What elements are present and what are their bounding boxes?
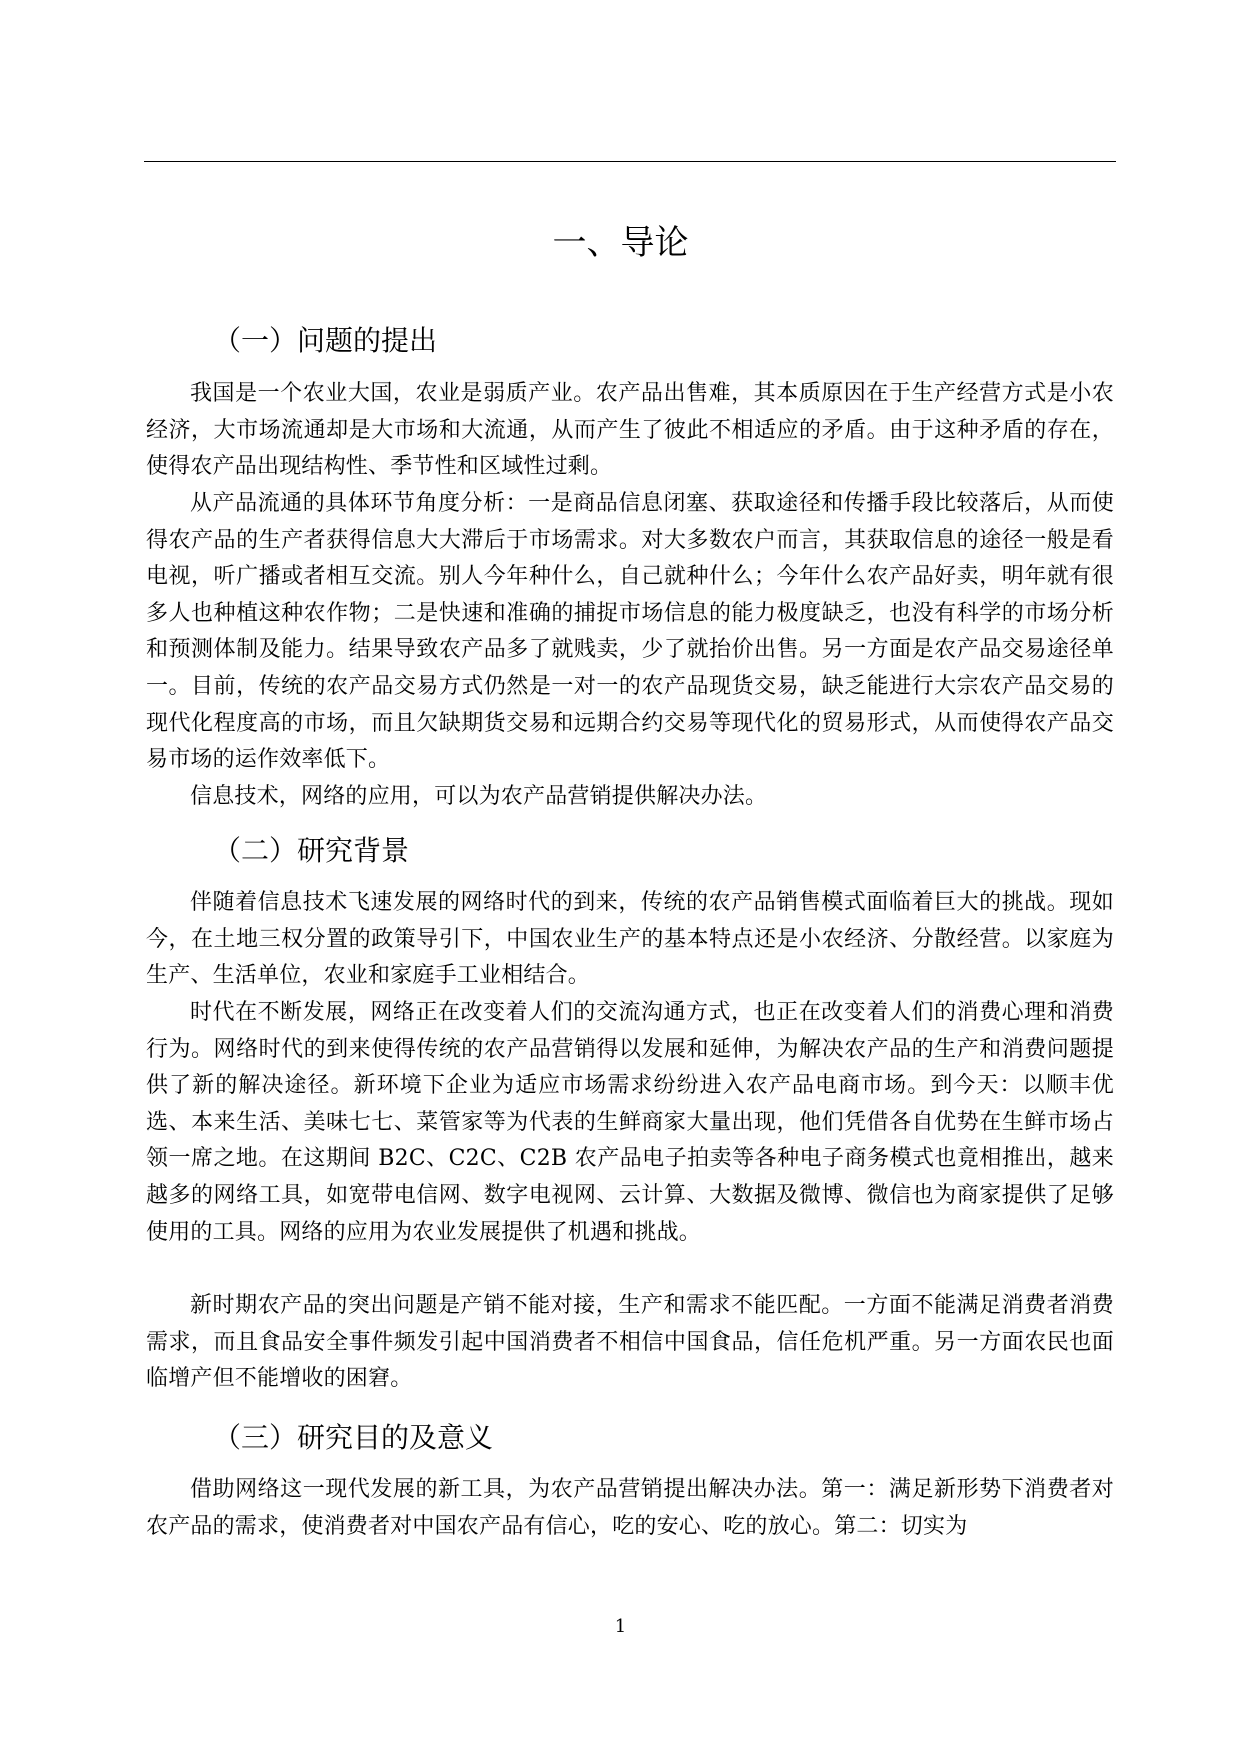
chapter-title: 一、导论 xyxy=(552,223,689,263)
section-heading-3: （三）研究目的及意义 xyxy=(213,1421,494,1454)
section-heading-1: （一）问题的提出 xyxy=(213,324,438,357)
paragraph: 时代在不断发展，网络正在改变着人们的交流沟通方式，也正在改变着人们的消费心理和消费行为。网络时代的到来使得传统的农产品营销得以发展和延伸，为解决农产品的生产和消费问题提供了新的解决途径。新环境下企业为适应市场需求纷纷进入农产品电商市场。到今天：以顺丰优选、本来生活、美味七七、菜管家等为代表的生鲜商家大量出现，他们凭借各自优势在生鲜市场占领一席之地。在这期间 B2C、C2C、C2B 农产品电子拍卖等各种电子商务模式也竟相推出，越来越多的网络工具，如宽带电信网、数字电视网、云计算、大数据及微博、微信也为商家提供了足够使用的工具。网络的应用为农业发展提供了机遇和挑战。 xyxy=(146,1000,1114,1245)
page-number: 1 xyxy=(614,1616,627,1637)
paragraph: 新时期农产品的突出问题是产销不能对接，生产和需求不能匹配。一方面不能满足消费者消费需求，而且食品安全事件频发引起中国消费者不相信中国食品，信任危机严重。另一方面农民也面临增产但不能增收的困窘。 xyxy=(146,1293,1114,1392)
paragraph: 伴随着信息技术飞速发展的网络时代的到来，传统的农产品销售模式面临着巨大的挑战。现如今，在土地三权分置的政策导引下，中国农业生产的基本特点还是小农经济、分散经营。以家庭为生产、生活单位，农业和家庭手工业相结合。 xyxy=(146,890,1114,989)
paragraph: 我国是一个农业大国，农业是弱质产业。农产品出售难，其本质原因在于生产经营方式是小农经济，大市场流通却是大市场和大流通，从而产生了彼此不相适应的矛盾。由于这种矛盾的存在，使得农产品出现结构性、季节性和区域性过剩。 xyxy=(146,381,1114,480)
paragraph: 从产品流通的具体环节角度分析：一是商品信息闭塞、获取途径和传播手段比较落后，从而使得农产品的生产者获得信息大大滞后于市场需求。对大多数农户而言，其获取信息的途径一般是看电视，听广播或者相互交流。别人今年种什么，自己就种什么；今年什么农产品好卖，明年就有很多人也种植这种农作物；二是快速和准确的捕捉市场信息的能力极度缺乏，也没有科学的市场分析和预测体制及能力。结果导致农产品多了就贱卖，少了就抬价出售。另一方面是农产品交易途径单一。目前，传统的农产品交易方式仍然是一对一的农产品现货交易，缺乏能进行大宗农产品交易的现代化程度高的市场，而且欠缺期货交易和远期合约交易等现代化的贸易形式，从而使得农产品交易市场的运作效率低下。 xyxy=(146,491,1114,773)
paragraph: 信息技术，网络的应用，可以为农产品营销提供解决办法。 xyxy=(190,784,768,809)
section-heading-2: （二）研究背景 xyxy=(213,834,410,867)
paragraph: 借助网络这一现代发展的新工具，为农产品营销提出解决办法。第一：满足新形势下消费者对农产品的需求，使消费者对中国农产品有信心，吃的安心、吃的放心。第二：切实为 xyxy=(146,1477,1114,1539)
header-rule xyxy=(144,161,1116,162)
